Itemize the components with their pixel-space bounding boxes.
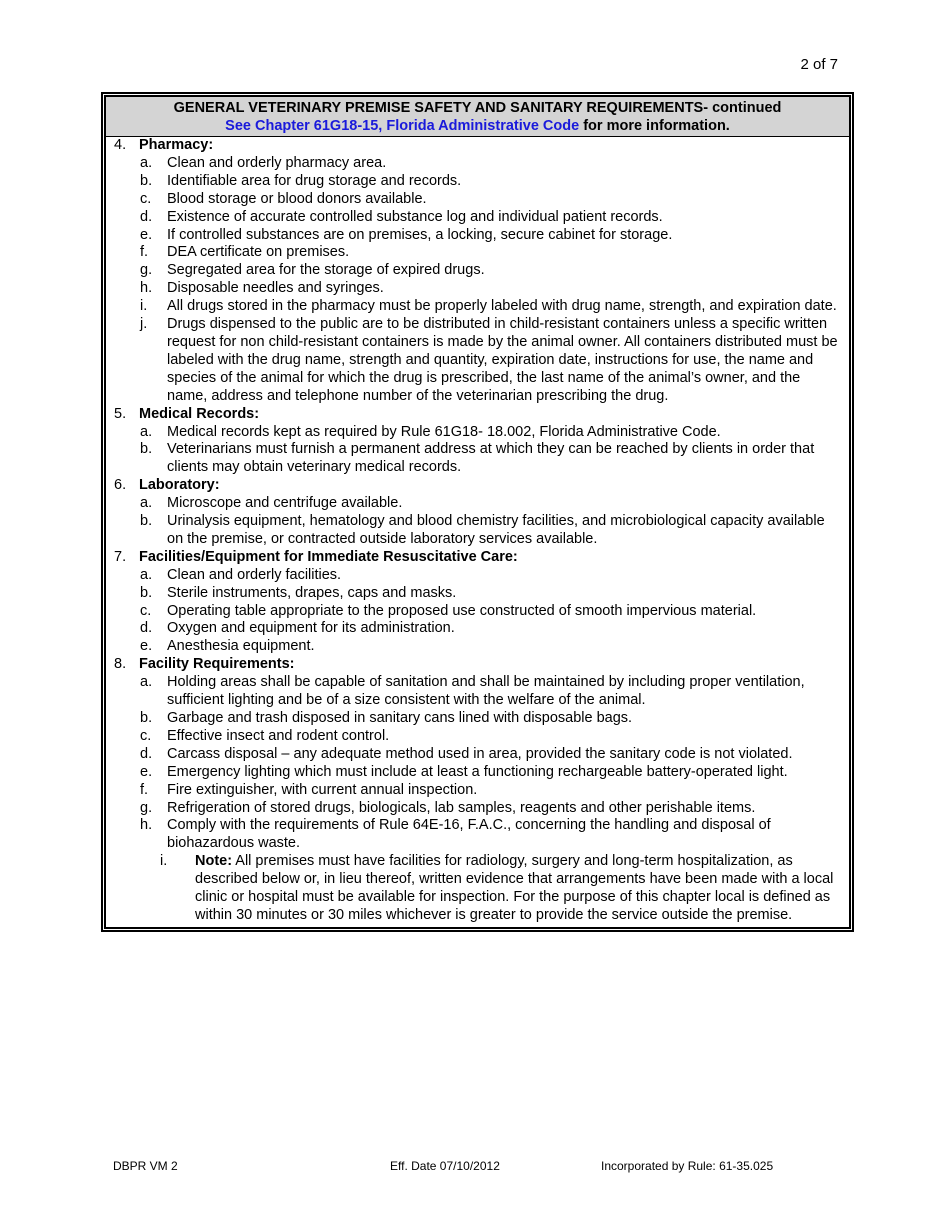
note-letter: i. [160,853,168,870]
item-letter: b. [140,513,153,530]
requirement-section [106,477,849,549]
item-text: Sterile instruments, drapes, caps and masks. [167,584,457,601]
item-text: Microscope and centrifuge available. [167,495,403,512]
requirement-item [106,638,849,656]
item-text: DEA certificate on premises. [167,244,350,261]
requirement-item [106,728,849,746]
item-text: Carcass disposal – any adequate method used in area, provided the sanitary code is not violated. [167,745,793,762]
requirement-item [106,262,849,280]
requirement-item [106,585,849,603]
item-text: Segregated area for the storage of expired drugs. [167,262,485,279]
section-heading [106,477,849,495]
item-letter: d. [140,208,153,225]
item-letter: d. [140,745,153,762]
item-letter: g. [140,799,153,816]
item-text: Garbage and trash disposed in sanitary cans lined with disposable bags. [167,710,633,726]
header-reference [106,117,849,135]
requirement-item [106,155,849,173]
item-letter: d. [140,620,153,637]
section-title: Facility Requirements: [139,656,295,673]
section-number: 8. [114,656,127,673]
item-letter: j. [140,316,148,333]
item-letter: c. [140,727,152,744]
item-text: Medical records kept as required by Rule 61G18- 18.002, Florida Administrative Code. [167,423,721,440]
item-letter: h. [140,280,153,297]
requirement-item [106,620,849,638]
section-number: 4. [114,137,127,153]
footer-eff-date: Eff. Date 07/10/2012 [390,1159,500,1173]
section-title: Laboratory: [139,477,220,494]
page-number: 2 of 7 [800,56,838,73]
requirement-item [106,495,849,513]
footer-rule: Incorporated by Rule: 61-35.025 [601,1159,774,1173]
requirement-item [106,800,849,818]
section-heading [106,406,849,424]
note-text: All premises must have facilities for radiology, surgery and long-term hospitalization, as described below or, in lieu thereof, written evidence that arrangements have been made with a local clinic or hospital must be available for inspection. For the purpose of this chapter local is defined as within 30 minutes or 30 miles whichever is greater to provide the service outside the premise. [195,853,834,923]
item-text: Veterinarians must furnish a permanent address at which they can be reached by clients in order that clients may obtain veterinary medical records. [167,441,815,476]
requirement-item [106,513,849,549]
note-label: Note: [195,853,233,870]
item-text: Anesthesia equipment. [167,638,315,655]
item-text: Emergency lighting which must include at least a functioning rechargeable battery-operated light. [167,763,788,780]
requirement-item [106,298,849,316]
section-number: 5. [114,405,127,422]
requirement-item [106,316,849,406]
section-number: 7. [114,548,127,565]
item-text: Existence of accurate controlled substance log and individual patient records. [167,208,663,225]
item-letter: b. [140,584,153,601]
section-heading [106,137,849,155]
item-letter: b. [140,710,153,726]
item-text: Urinalysis equipment, hematology and blood chemistry facilities, and microbiological capacity available on the premise, or contracted outside laboratory services available. [167,513,825,547]
requirement-item [106,280,849,298]
item-text: Effective insect and rodent control. [167,727,390,744]
requirement-item [106,173,849,191]
item-letter: e. [140,638,153,655]
section-title: Facilities/Equipment for Immediate Resuscitative Care: [139,548,518,565]
requirement-item [106,764,849,782]
requirements-list [106,137,849,927]
footer-form-id: DBPR VM 2 [113,1159,178,1173]
item-letter: a. [140,495,153,512]
section-number: 6. [114,477,127,494]
header-link-suffix: for more information. [579,118,730,134]
item-text: Fire extinguisher, with current annual inspection. [167,781,478,798]
requirement-section [106,137,849,406]
requirement-item [106,209,849,227]
section-heading [106,656,849,674]
requirement-item [106,746,849,764]
requirement-item [106,191,849,209]
requirement-item [106,817,849,853]
item-letter: g. [140,262,153,279]
requirement-section [106,549,849,656]
item-text: Refrigeration of stored drugs, biologicals, lab samples, reagents and other perishable items. [167,799,756,816]
section-heading [106,549,849,567]
item-letter: c. [140,602,152,619]
item-letter: a. [140,566,153,583]
requirement-item [106,227,849,245]
chapter-link[interactable]: See Chapter 61G18-15, Florida Administrative Code [225,118,580,134]
item-letter: b. [140,172,153,189]
requirement-item [106,424,849,442]
section-title: Pharmacy: [139,137,214,153]
item-letter: a. [140,423,153,440]
item-text: Disposable needles and syringes. [167,280,384,297]
requirement-item [106,567,849,585]
item-letter: b. [140,441,153,458]
item-text: Oxygen and equipment for its administration. [167,620,455,637]
requirement-item [106,244,849,262]
requirements-box [101,92,854,932]
requirement-section [106,406,849,478]
item-letter: a. [140,154,153,171]
item-letter: h. [140,817,153,834]
box-header [106,97,849,137]
item-text: Drugs dispensed to the public are to be distributed in child-resistant containers unless a specific written request for non child-resistant containers is made by the animal owner. All containers distributed must be labeled with the drug name, strength and quantity, expiration date, instructions for use, the name and species of the animal for which the drug is prescribed, the last name of the animal’s owner, and the name, address and telephone number of the veterinarian prescribing the drug. [167,316,838,404]
requirement-item [106,782,849,800]
note-item [106,853,849,925]
item-text: Operating table appropriate to the proposed use constructed of smooth impervious material. [167,602,757,619]
item-text: Blood storage or blood donors available. [167,190,427,207]
section-title: Medical Records: [139,405,260,422]
item-letter: f. [140,781,149,798]
item-text: Holding areas shall be capable of sanitation and shall be maintained by including proper ventilation, sufficient lighting and be of a size consistent with the welfare of the animal. [167,674,805,709]
item-text: Clean and orderly pharmacy area. [167,154,387,171]
item-letter: i. [140,298,148,315]
header-title: GENERAL VETERINARY PREMISE SAFETY AND SANITARY REQUIREMENTS- continued [173,100,782,116]
item-letter: f. [140,244,149,261]
item-text: If controlled substances are on premises, a locking, secure cabinet for storage. [167,226,673,243]
item-text: All drugs stored in the pharmacy must be properly labeled with drug name, strength, and expiration date. [167,298,837,315]
requirement-item [106,441,849,477]
item-letter: e. [140,226,153,243]
item-text: Identifiable area for drug storage and records. [167,172,462,189]
requirement-section [106,656,849,853]
requirement-item [106,710,849,728]
item-letter: e. [140,763,153,780]
requirement-item [106,603,849,621]
item-letter: c. [140,190,152,207]
item-text: Comply with the requirements of Rule 64E-16, F.A.C., concerning the handling and disposal of biohazardous waste. [167,817,771,852]
requirement-item [106,674,849,710]
item-letter: a. [140,674,153,691]
item-text: Clean and orderly facilities. [167,566,342,583]
